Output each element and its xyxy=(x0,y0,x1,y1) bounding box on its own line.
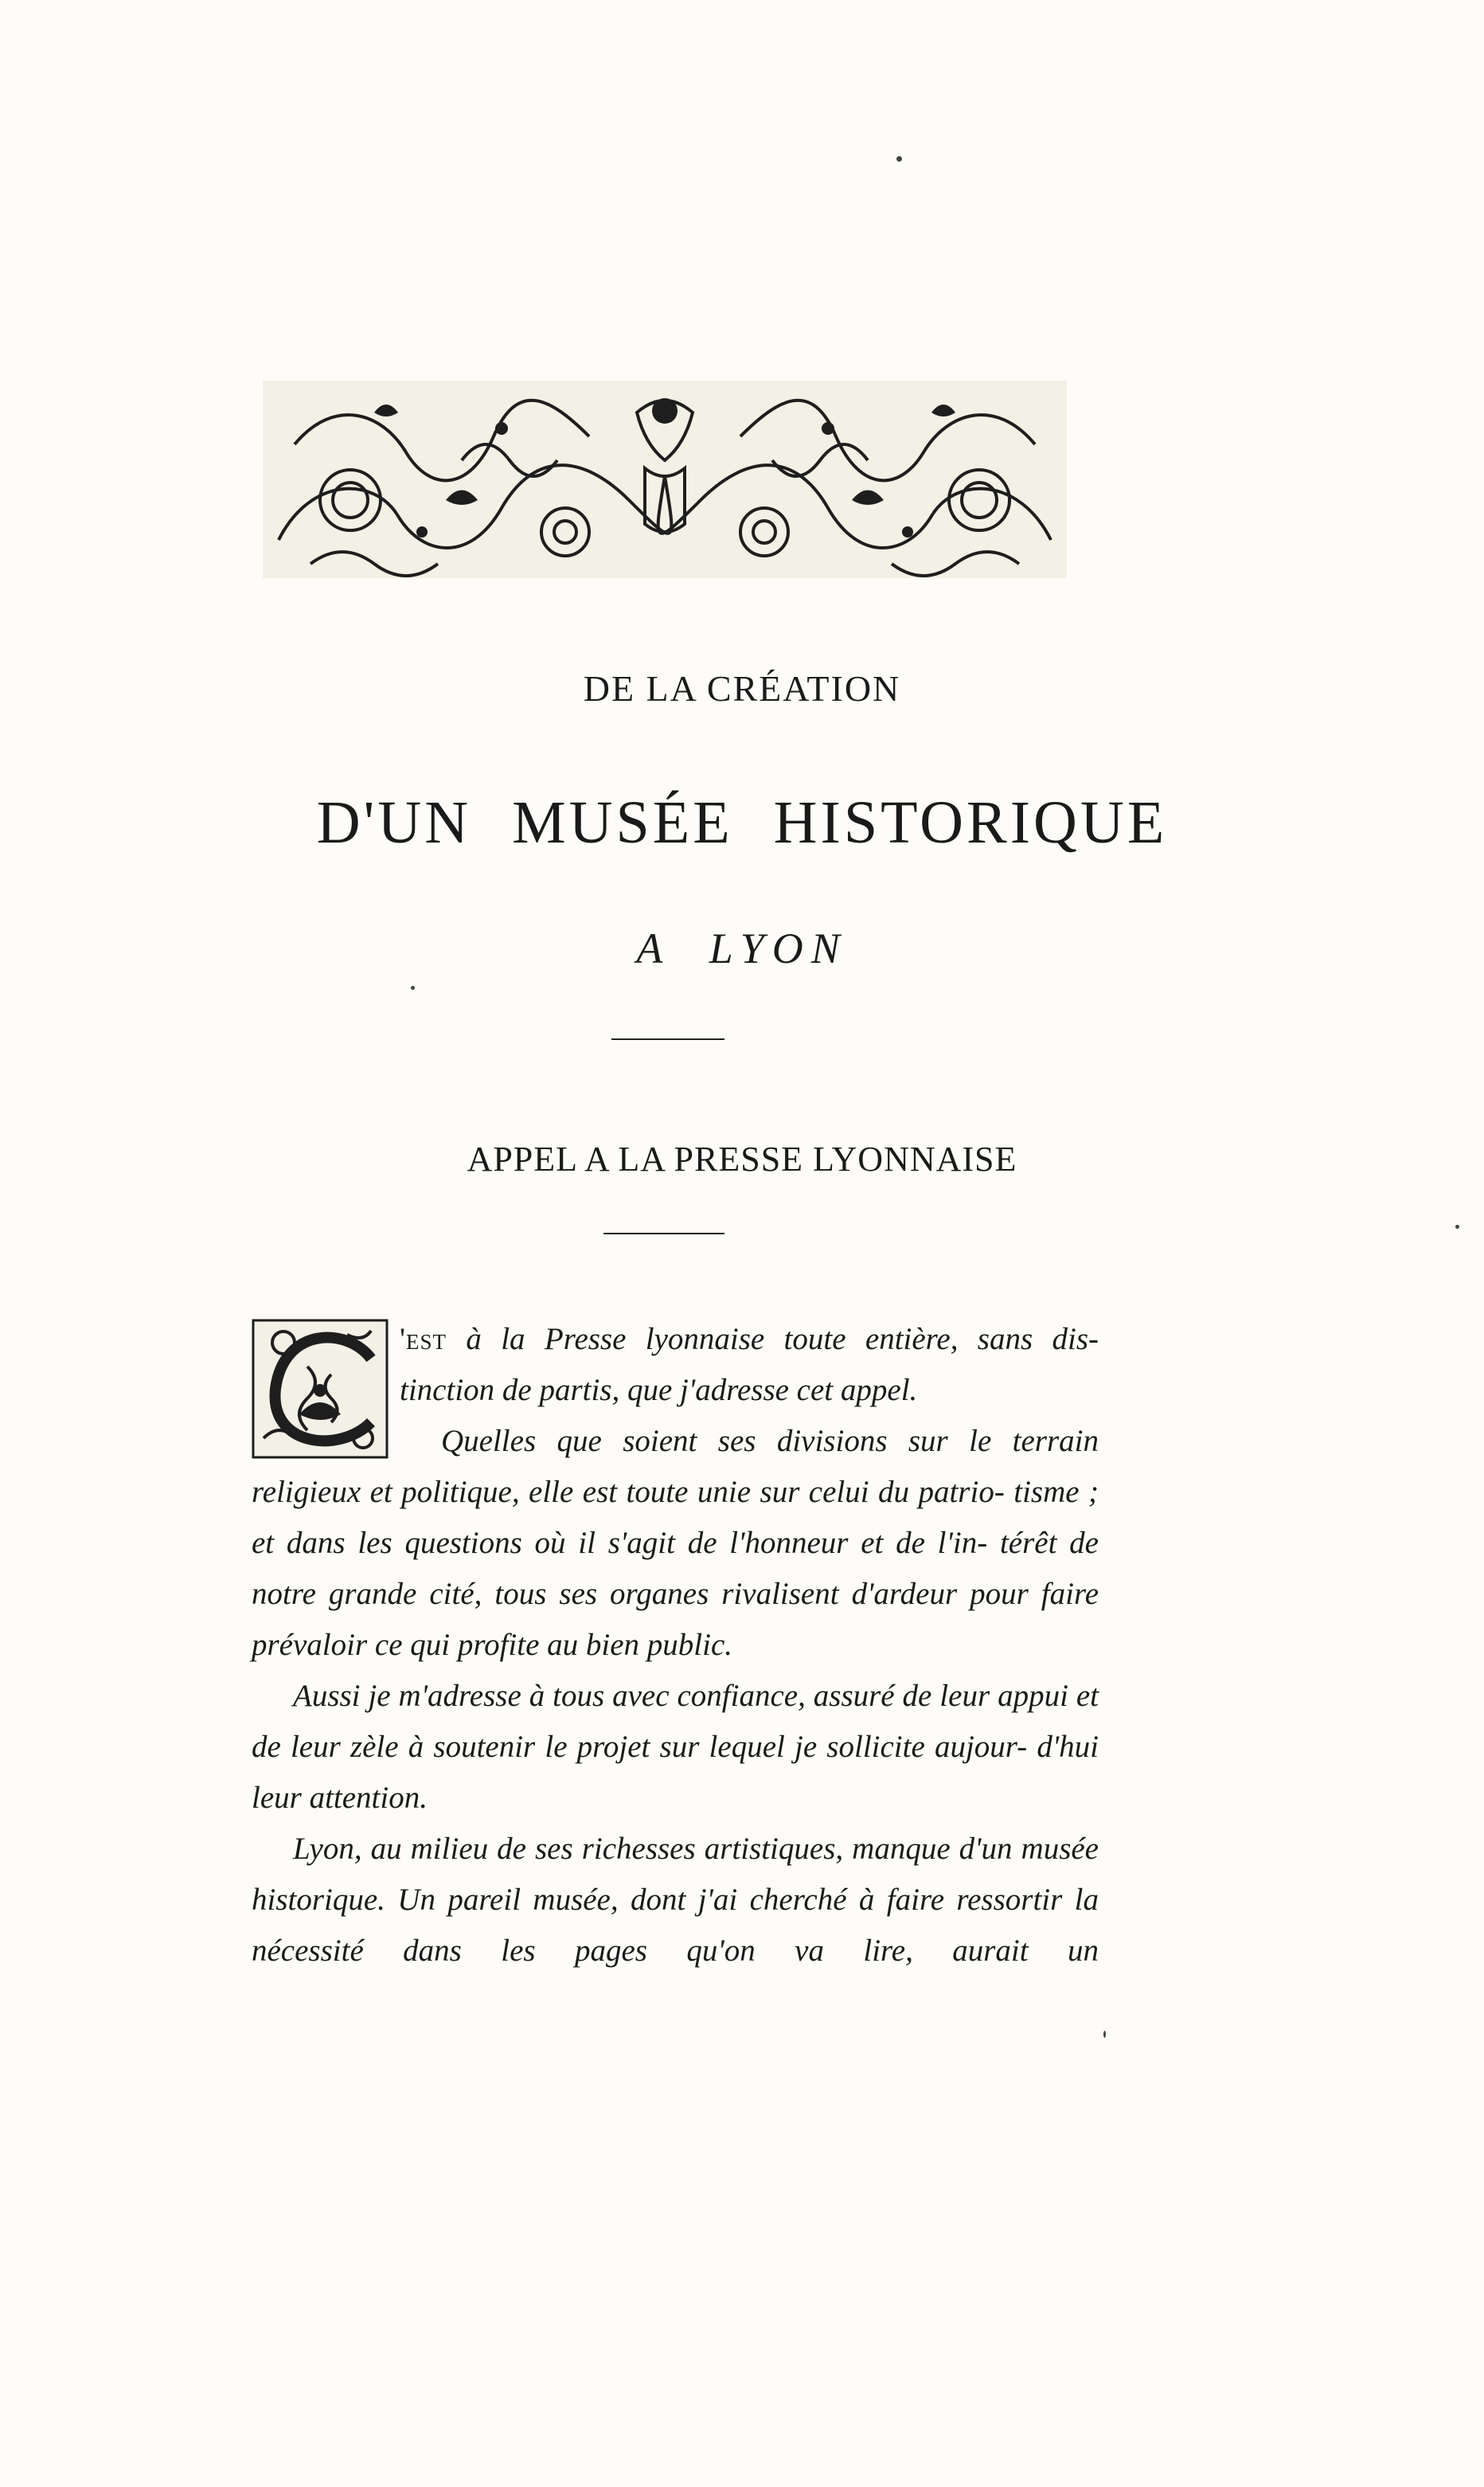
body-text xyxy=(252,1314,1099,1977)
title-line-2: D'UN MUSÉE HISTORIQUE xyxy=(316,789,1168,856)
drop-cap-c-icon xyxy=(252,1319,389,1459)
paragraph-1-line-1: à la Presse lyonnaise toute entière, sans dis- xyxy=(447,1322,1099,1356)
title-line-3: A LYON xyxy=(636,925,848,972)
paragraph-3: Aussi je m'adresse à tous avec confiance, assuré de leur appui et de leur zèle à soutenir le projet sur lequel je sollicite aujour- d'hui leur attention. xyxy=(252,1679,1099,1815)
paper-speck xyxy=(411,986,415,990)
paragraph-2-line-1: Quelles que soient ses divisions sur le terrain xyxy=(441,1424,1099,1458)
headpiece-ornament-icon xyxy=(263,381,1067,578)
divider-rule-bottom xyxy=(603,1233,724,1234)
ornamental-headpiece xyxy=(263,381,1067,578)
subtitle: APPEL A LA PRESSE LYONNAISE xyxy=(467,1140,1017,1179)
paragraph-4: Lyon, au milieu de ses richesses artistiques, manque d'un musée historique. Un pareil musée, dont j'ai cherché à faire ressortir la nécessité dans les pages qu'on va lire, aurait un xyxy=(252,1832,1099,1968)
paper-speck xyxy=(896,156,902,162)
divider-rule-top xyxy=(611,1038,724,1040)
paragraph-1-smallcaps: 'est xyxy=(400,1322,447,1356)
paper-speck xyxy=(1455,1225,1459,1229)
paper-speck xyxy=(1103,2031,1106,2038)
paragraph-2: religieux et politique, elle est toute unie sur celui du patrio- tisme ; et dans les questions où il s'agit de l'honneur et de l'in- térêt de notre grande cité, tous ses organes rivalisent d'ardeur pour faire prévaloir ce qui profite au bien public. xyxy=(252,1475,1099,1662)
title-line-1: DE LA CRÉATION xyxy=(583,668,901,709)
paragraph-1-line-2: tinction de partis, que j'adresse cet appel. xyxy=(400,1373,918,1407)
